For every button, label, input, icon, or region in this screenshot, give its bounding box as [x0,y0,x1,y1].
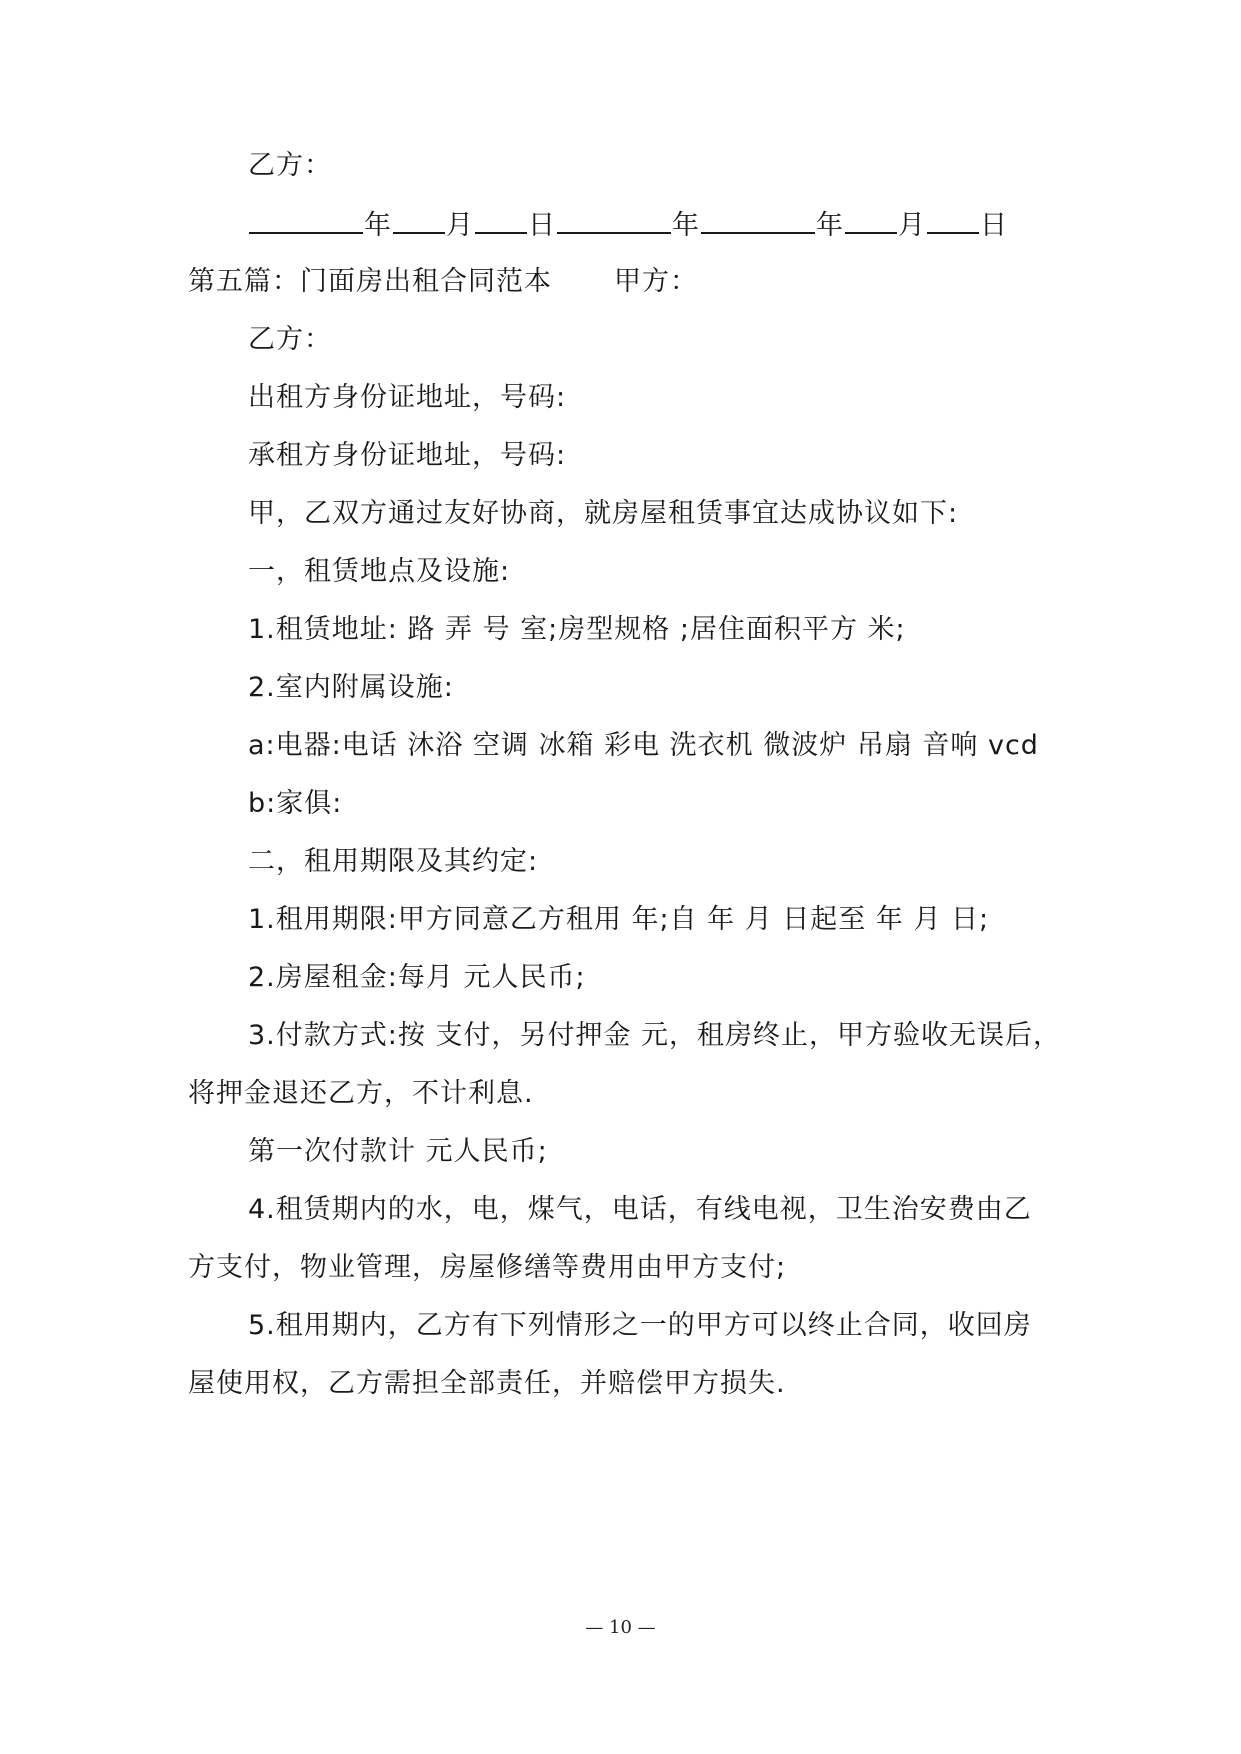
lessor-id-line: 出租方身份证地址，号码: [248,382,567,413]
date-month-label: 月 [898,210,926,241]
clause-2-5: 5.租用期内，乙方有下列情形之一的甲方可以终止合同，收回房 [248,1310,1032,1341]
blank-field [393,206,445,234]
blank-field [557,206,671,234]
appliances-line: a:电器:电话 沐浴 空调 冰箱 彩电 洗衣机 微波炉 吊扇 音响 vcd [248,730,1039,761]
clause-2-3: 3.付款方式:按 支付，另付押金 元，租房终止，甲方验收无误后， [248,1020,1062,1051]
page-number: — 10 — [585,1617,656,1638]
agreement-intro: 甲，乙双方通过友好协商，就房屋租赁事宜达成协议如下: [248,498,959,529]
date-fill-row [248,206,1008,244]
date-month-label: 月 [446,210,474,241]
section-title: 第五篇：门面房出租合同范本 [188,266,552,297]
clause-2-1: 1.租用期限:甲方同意乙方租用 年;自 年 月 日起至 年 月 日; [248,904,990,935]
date-year-label: 年 [672,210,700,241]
clause-2-3-cont: 将押金退还乙方，不计利息. [188,1078,534,1109]
blank-field [927,206,979,234]
blank-field [845,206,897,234]
furniture-line: b:家俱: [248,788,343,819]
section-heading [188,264,698,300]
clause-1-1: 1.租赁地址: 路 弄 号 室;房型规格 ;居住面积平方 米; [248,614,906,645]
clause-1-2: 2.室内附属设施: [248,672,454,703]
date-year-label: 年 [816,210,844,241]
lessee-id-line: 承租方身份证地址，号码: [248,440,567,471]
clause-2-4: 4.租赁期内的水，电，煤气，电话，有线电视，卫生治安费由乙 [248,1194,1032,1225]
blank-field [475,206,527,234]
date-day-label: 日 [980,210,1008,241]
clause-2-4-cont: 方支付，物业管理，房屋修缮等费用由甲方支付; [188,1252,787,1283]
clause-2-5-cont: 屋使用权，乙方需担全部责任，并赔偿甲方损失. [188,1368,786,1399]
party-b-label: 乙方： [248,150,332,181]
blank-field [701,206,815,234]
party-a-label: 甲方： [614,266,698,297]
date-day-label: 日 [528,210,556,241]
clause-heading-2: 二，租用期限及其约定: [248,846,539,877]
first-payment-line: 第一次付款计 元人民币; [248,1136,548,1167]
party-b-label: 乙方： [248,324,332,355]
clause-heading-1: 一，租赁地点及设施: [248,556,511,587]
blank-field [249,206,363,234]
date-year-label: 年 [364,210,392,241]
clause-2-2: 2.房屋租金:每月 元人民币; [248,962,586,993]
